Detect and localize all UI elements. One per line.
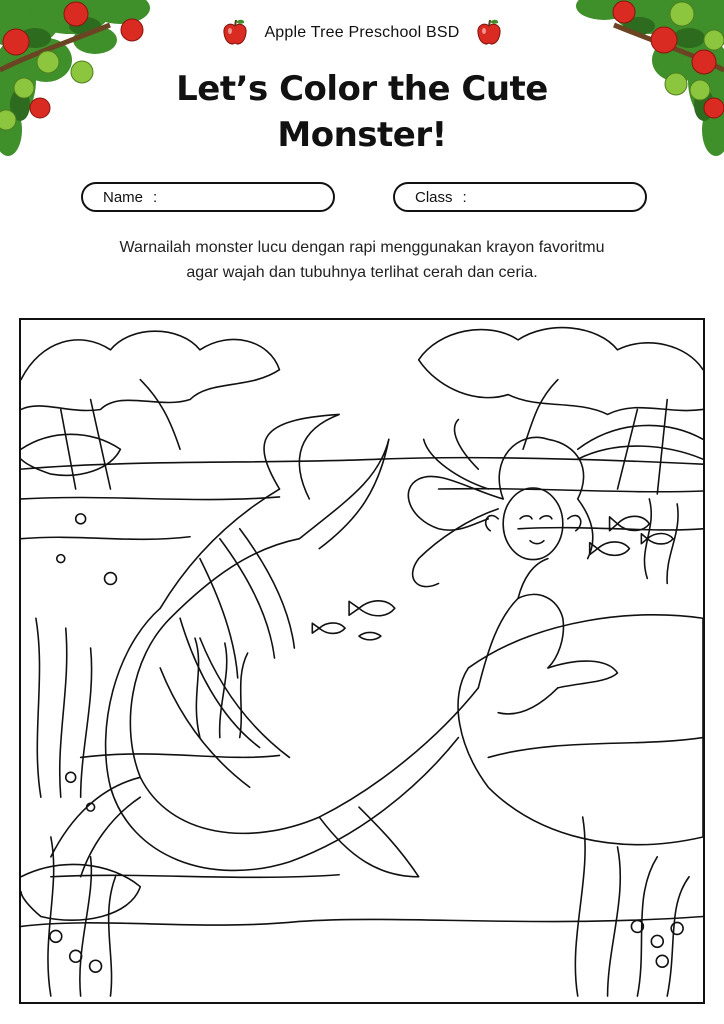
school-header <box>0 18 724 48</box>
mermaid-tail <box>51 414 478 876</box>
mermaid-hair <box>408 419 593 586</box>
background-trees <box>21 328 703 494</box>
instructions <box>40 235 684 285</box>
mermaid-body <box>478 488 617 714</box>
apple-icon <box>220 18 250 48</box>
name-field <box>81 182 335 212</box>
fish <box>312 516 673 640</box>
instructions-line-1: Warnailah monster lucu dengan rapi menggunakan krayon favoritmu <box>119 239 605 256</box>
class-input[interactable] <box>475 184 678 210</box>
class-field <box>393 182 647 212</box>
school-name: Apple Tree Preschool BSD <box>264 24 460 41</box>
class-label: Class <box>415 188 453 206</box>
name-colon: : <box>153 188 158 206</box>
name-label: Name <box>103 188 144 206</box>
title-line-1: Let’s Color the Cute <box>176 69 548 109</box>
water-lines <box>21 458 703 927</box>
coloring-picture <box>19 318 705 1004</box>
instructions-line-2: agar wajah dan tubuhnya terlihat cerah dan ceria. <box>186 264 538 281</box>
page-title <box>0 66 724 158</box>
title-line-2: Monster! <box>277 115 447 155</box>
rocks <box>21 446 703 920</box>
apple-icon <box>474 18 504 48</box>
name-input[interactable] <box>165 184 368 210</box>
class-colon: : <box>462 188 467 206</box>
mermaid-coloring-illustration <box>21 320 703 1002</box>
bubbles <box>50 514 683 972</box>
